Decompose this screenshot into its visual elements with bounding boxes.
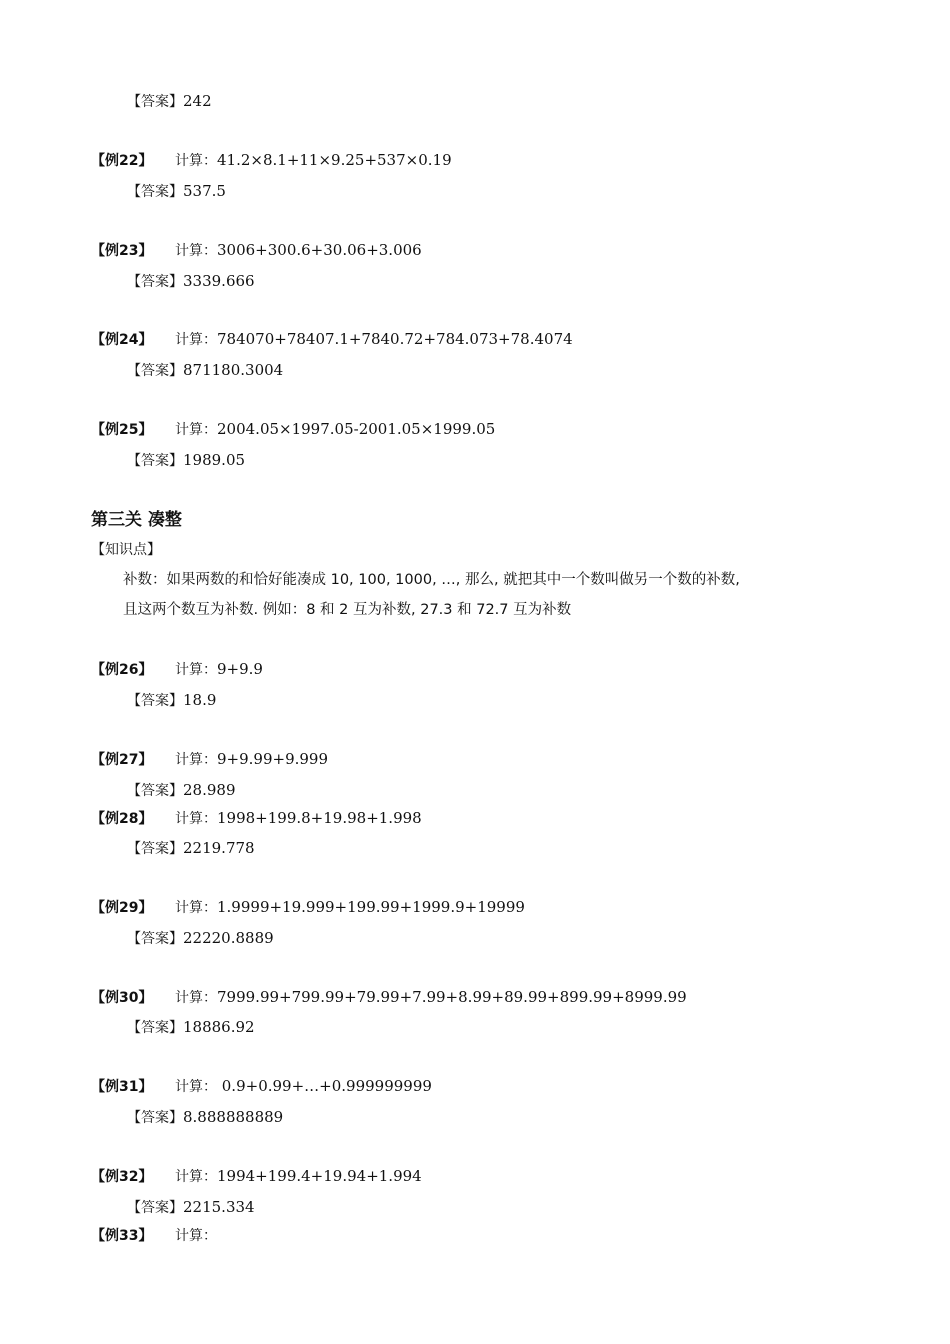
example-expression: 784070+78407.1+7840.72+784.073+78.4074 (217, 330, 573, 348)
example-expression: 0.9+0.99+…+0.999999999 (217, 1077, 432, 1095)
example-label: 【例30】 (91, 990, 153, 1006)
answer-line (127, 91, 212, 112)
example-label: 【例33】 (91, 1228, 153, 1244)
answer-line (127, 181, 226, 202)
example-expression: 1.9999+19.999+199.99+1999.9+19999 (217, 898, 525, 916)
answer-value: 22220.8889 (183, 929, 274, 947)
answer-line (127, 271, 255, 292)
answer-line (127, 780, 236, 801)
answer-value: 8.888888889 (183, 1108, 284, 1126)
answer-value: 28.989 (183, 781, 236, 799)
calc-label: 计算： (175, 811, 217, 827)
answer-line (127, 1017, 255, 1038)
answer-label: 【答案】 (127, 1200, 183, 1216)
answer-label: 【答案】 (127, 453, 183, 469)
answer-label: 【答案】 (127, 184, 183, 200)
answer-line (127, 450, 245, 471)
calc-label: 计算： (175, 662, 217, 678)
example-label: 【例22】 (91, 153, 153, 169)
answer-line (127, 690, 216, 711)
answer-value: 537.5 (183, 182, 226, 200)
example-expression: 9+9.99+9.999 (217, 750, 329, 768)
calc-label: 计算： (175, 900, 217, 916)
answer-line (127, 360, 283, 381)
answer-line (127, 1197, 255, 1218)
example-label: 【例29】 (91, 900, 153, 916)
answer-label: 【答案】 (127, 274, 183, 290)
calc-label: 计算： (175, 332, 217, 348)
calc-label: 计算： (175, 1169, 217, 1185)
example-expression: 1994+199.4+19.94+1.994 (217, 1167, 422, 1185)
example-question (91, 1166, 422, 1187)
knowledge-paragraph-line-2: 且这两个数互为补数. 例如：8 和 2 互为补数, 27.3 和 72.7 互为补数 (123, 602, 572, 618)
answer-line (127, 928, 274, 949)
example-question (91, 808, 422, 829)
example-question (91, 1076, 432, 1097)
answer-value: 18.9 (183, 691, 217, 709)
example-question (91, 659, 263, 680)
example-expression: 9+9.9 (217, 660, 263, 678)
calc-label: 计算： (175, 990, 217, 1006)
answer-label: 【答案】 (127, 931, 183, 947)
answer-label: 【答案】 (127, 841, 183, 857)
answer-value: 18886.92 (183, 1018, 255, 1036)
example-question (91, 240, 422, 261)
knowledge-paragraph-line-1: 补数：如果两数的和恰好能凑成 10, 100, 1000, …, 那么, 就把其中一个数叫做另一个数的补数, (123, 572, 740, 588)
knowledge-point-label: 【知识点】 (91, 542, 161, 558)
example-expression: 3006+300.6+30.06+3.006 (217, 241, 422, 259)
example-question (91, 987, 687, 1008)
answer-label: 【答案】 (127, 94, 183, 110)
answer-label: 【答案】 (127, 693, 183, 709)
example-label: 【例28】 (91, 811, 153, 827)
calc-label: 计算： (175, 1228, 217, 1244)
section-title: 第三关 凑整 (91, 510, 182, 530)
example-question (91, 329, 573, 350)
answer-value: 871180.3004 (183, 361, 284, 379)
calc-label: 计算： (175, 752, 217, 768)
answer-label: 【答案】 (127, 783, 183, 799)
calc-label: 计算： (175, 243, 217, 259)
answer-value: 2215.334 (183, 1198, 255, 1216)
example-label: 【例23】 (91, 243, 153, 259)
answer-value: 3339.666 (183, 272, 255, 290)
example-question (91, 749, 328, 770)
calc-label: 计算： (175, 153, 217, 169)
example-question (91, 419, 495, 440)
example-label: 【例32】 (91, 1169, 153, 1185)
answer-line (127, 838, 255, 859)
answer-value: 242 (183, 92, 212, 110)
example-expression: 7999.99+799.99+79.99+7.99+8.99+89.99+899.99+8999.99 (217, 988, 687, 1006)
answer-label: 【答案】 (127, 363, 183, 379)
example-label: 【例25】 (91, 422, 153, 438)
answer-value: 2219.778 (183, 839, 255, 857)
example-question (91, 150, 452, 171)
calc-label: 计算： (175, 422, 217, 438)
example-label: 【例31】 (91, 1079, 153, 1095)
answer-label: 【答案】 (127, 1020, 183, 1036)
example-question (91, 1225, 217, 1246)
answer-line (127, 1107, 283, 1128)
example-question (91, 897, 525, 918)
example-expression: 2004.05×1997.05-2001.05×1999.05 (217, 420, 496, 438)
example-expression: 1998+199.8+19.98+1.998 (217, 809, 422, 827)
example-label: 【例24】 (91, 332, 153, 348)
example-label: 【例26】 (91, 662, 153, 678)
example-expression: 41.2×8.1+11×9.25+537×0.19 (217, 151, 452, 169)
answer-label: 【答案】 (127, 1110, 183, 1126)
example-label: 【例27】 (91, 752, 153, 768)
calc-label: 计算： (175, 1079, 217, 1095)
answer-value: 1989.05 (183, 451, 246, 469)
